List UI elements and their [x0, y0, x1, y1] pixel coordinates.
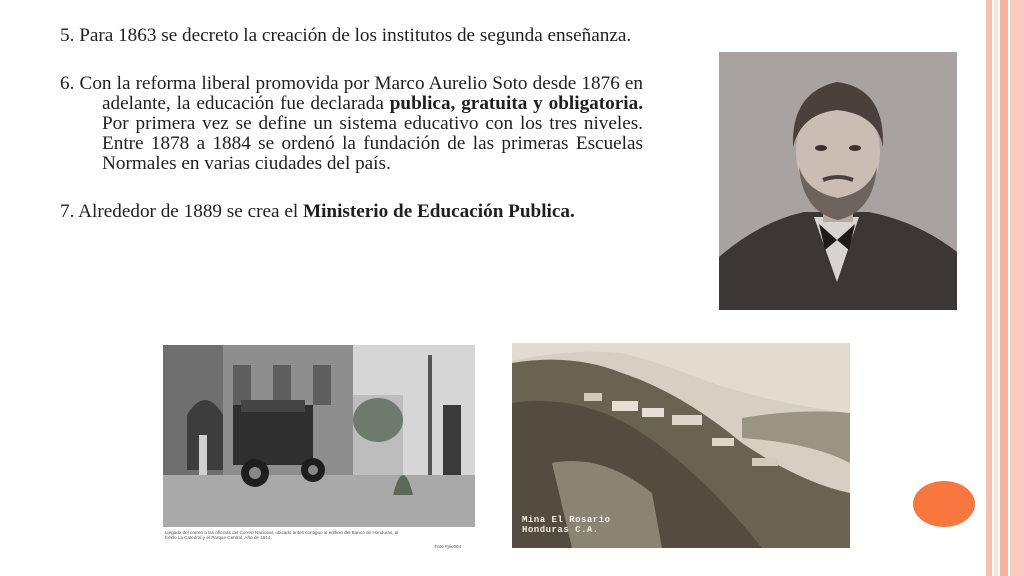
street-caption-area: [163, 527, 475, 552]
portrait-illustration: [719, 52, 957, 310]
paragraph-text: Para 1863 se decreto la creación de los institutos de segunda enseñanza.: [79, 25, 632, 46]
paragraph-7: [60, 202, 643, 222]
street-illustration: [163, 345, 475, 527]
street-photo-credit: Foto #pic004: [434, 544, 461, 549]
decor-stripe-4: [1010, 0, 1024, 576]
decor-stripe-2: [994, 0, 998, 576]
decor-stripe-1: [986, 0, 992, 576]
paragraph-6: [60, 74, 643, 174]
portrait-photo: [719, 52, 957, 310]
paragraph-text: Con la reforma liberal promovida por Marco Aurelio Soto desde 1876 en adelante, la educación fue declarada: [79, 73, 644, 114]
mine-label-line1: Mina El Rosario: [522, 515, 611, 525]
decor-stripe-3: [1000, 0, 1008, 576]
paragraph-bold-text: publica, gratuita y obligatoria.: [389, 93, 643, 114]
mine-photo: [512, 343, 850, 548]
slide-body: [60, 26, 643, 250]
paragraph-number: 7.: [60, 201, 75, 222]
paragraph-bold-text: Ministerio de Educación Publica.: [302, 201, 575, 222]
accent-circle: [913, 481, 975, 527]
street-photo: [163, 345, 475, 527]
street-caption: Llegada del correo a las oficinas del Correo Nacional, ubicado antes contiguo al edificio del Banco de Honduras, al fondo La Catedral y el Parque Central. Año de 1914.: [165, 530, 399, 541]
mine-label-line2: Honduras C.A.: [522, 525, 599, 535]
paragraph-text: Alrededor de 1889 se crea el: [78, 201, 299, 222]
paragraph-text: Por primera vez se define un sistema educativo con los tres niveles. Entre 1878 a 1884 se ordenó la fundación de las primeras Escuelas Normales en varias ciudades del país.: [102, 113, 643, 174]
paragraph-5: [60, 26, 643, 46]
paragraph-number: 6.: [60, 73, 75, 94]
mine-label: [522, 515, 611, 535]
paragraph-number: 5.: [60, 25, 75, 46]
